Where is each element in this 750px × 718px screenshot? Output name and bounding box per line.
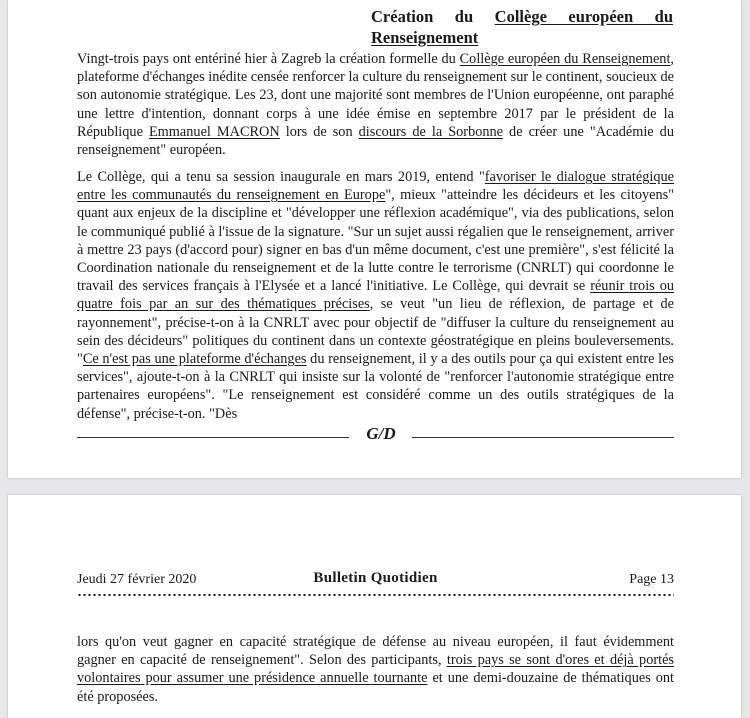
link-college-europeen[interactable]: Collège européen du Renseignement (459, 51, 671, 67)
document-page-1 (8, 0, 741, 478)
header-date: Jeudi 27 février 2020 (77, 572, 197, 587)
paragraph-2 (77, 168, 674, 423)
link-reunir-trois-fois[interactable]: réunir trois ou quatre fois par an sur des thématiques précises (77, 278, 674, 313)
text-run: ", mieux "atteindre les décideurs et les citoyens" quant aux enjeux de la discipline et "développer une réflexion académique", via des publications, selon le communiqué publié à l'issue de la signature. "Sur un sujet aussi régalien que le renseignement, arriver à mettre 23 pays (d'accord pour) signer en bas d'un même document, c'est une première", s'est félicité la Coordination nationale du renseignement et de la lutte contre le terrorisme (CNRLT) qui coordonne le travail des services français à l'Elysée et a lancé l'initiative. Le Collège, qui devrait se (77, 187, 675, 295)
article-title (371, 6, 673, 48)
header-dotted-rule (77, 593, 674, 597)
paragraph-3 (77, 633, 674, 706)
text-run: , plateforme d'échanges inédite censée renforcer la culture du renseignement sur le continent, soucieux de son autonomie stratégique. Les 23, dont une majorité sont membres de l'Union européenne, ont paraphé une lettre d'intention, donnant corps à une idée émise en septembre 2017 par le président de la République (77, 51, 674, 140)
divider-line-left (77, 437, 349, 438)
text-run: lors de son (279, 123, 359, 140)
header-publication: Bulletin Quotidien (313, 570, 438, 586)
title-link-continued[interactable]: Renseignement (371, 28, 479, 47)
link-plateforme-echanges[interactable]: Ce n'est pas une plateforme d'échanges (82, 351, 307, 368)
link-emmanuel-macron[interactable]: Emmanuel MACRON (148, 123, 280, 140)
section-divider (77, 424, 674, 444)
title-link[interactable]: Collège européen du (494, 7, 673, 26)
link-favoriser-dialogue[interactable]: favoriser le dialogue stratégique entre les communautés du renseignement en Europe (77, 169, 674, 204)
header-page-number: Page 13 (629, 572, 674, 587)
document-page-2 (8, 495, 741, 718)
text-run: , se veut "un lieu de réflexion, de partage et de rayonnement", précise-t-on à la CNRLT avec pour objectif de "diffuser la culture du renseignement au sein des décideurs" politiques du continent dans un contexte géostratégique en pleins bouleversements. " (77, 296, 674, 368)
text-run: du renseignement, il y a des outils pour ça qui existent entre les services", ajoute-t-on à la CNRLT qui insiste sur la volonté de "renforcer l'autonomie stratégique entre partenaires européens". "Le renseignement est considéré comme un des outils stratégiques de la défense", précise-t-on. "Dès (77, 351, 674, 422)
text-run: de créer une "Académie du renseignement" européen. (77, 123, 674, 159)
title-text: Création du (371, 7, 495, 26)
text-run: et une demi-douzaine de thématiques ont été proposées. (77, 670, 674, 705)
link-trois-pays[interactable]: trois pays se sont d'ores et déjà portés volontaires pour assumer une présidence annuelle tournante (77, 652, 674, 687)
link-discours-sorbonne[interactable]: discours de la Sorbonne (358, 123, 504, 140)
page-header (77, 570, 674, 592)
paragraph-1 (77, 50, 674, 159)
text-run: lors qu'on veut gagner en capacité stratégique de défense au niveau européen, il faut évidemment gagner en capacité de renseignement". Selon des participants, (77, 634, 674, 669)
divider-line-right (412, 437, 674, 438)
text-run: Vingt-trois pays ont entériné hier à Zagreb la création formelle du (77, 51, 460, 67)
text-run: Le Collège, qui a tenu sa session inaugurale en mars 2019, entend " (77, 169, 485, 185)
publisher-logo-icon: G/D (366, 424, 396, 443)
